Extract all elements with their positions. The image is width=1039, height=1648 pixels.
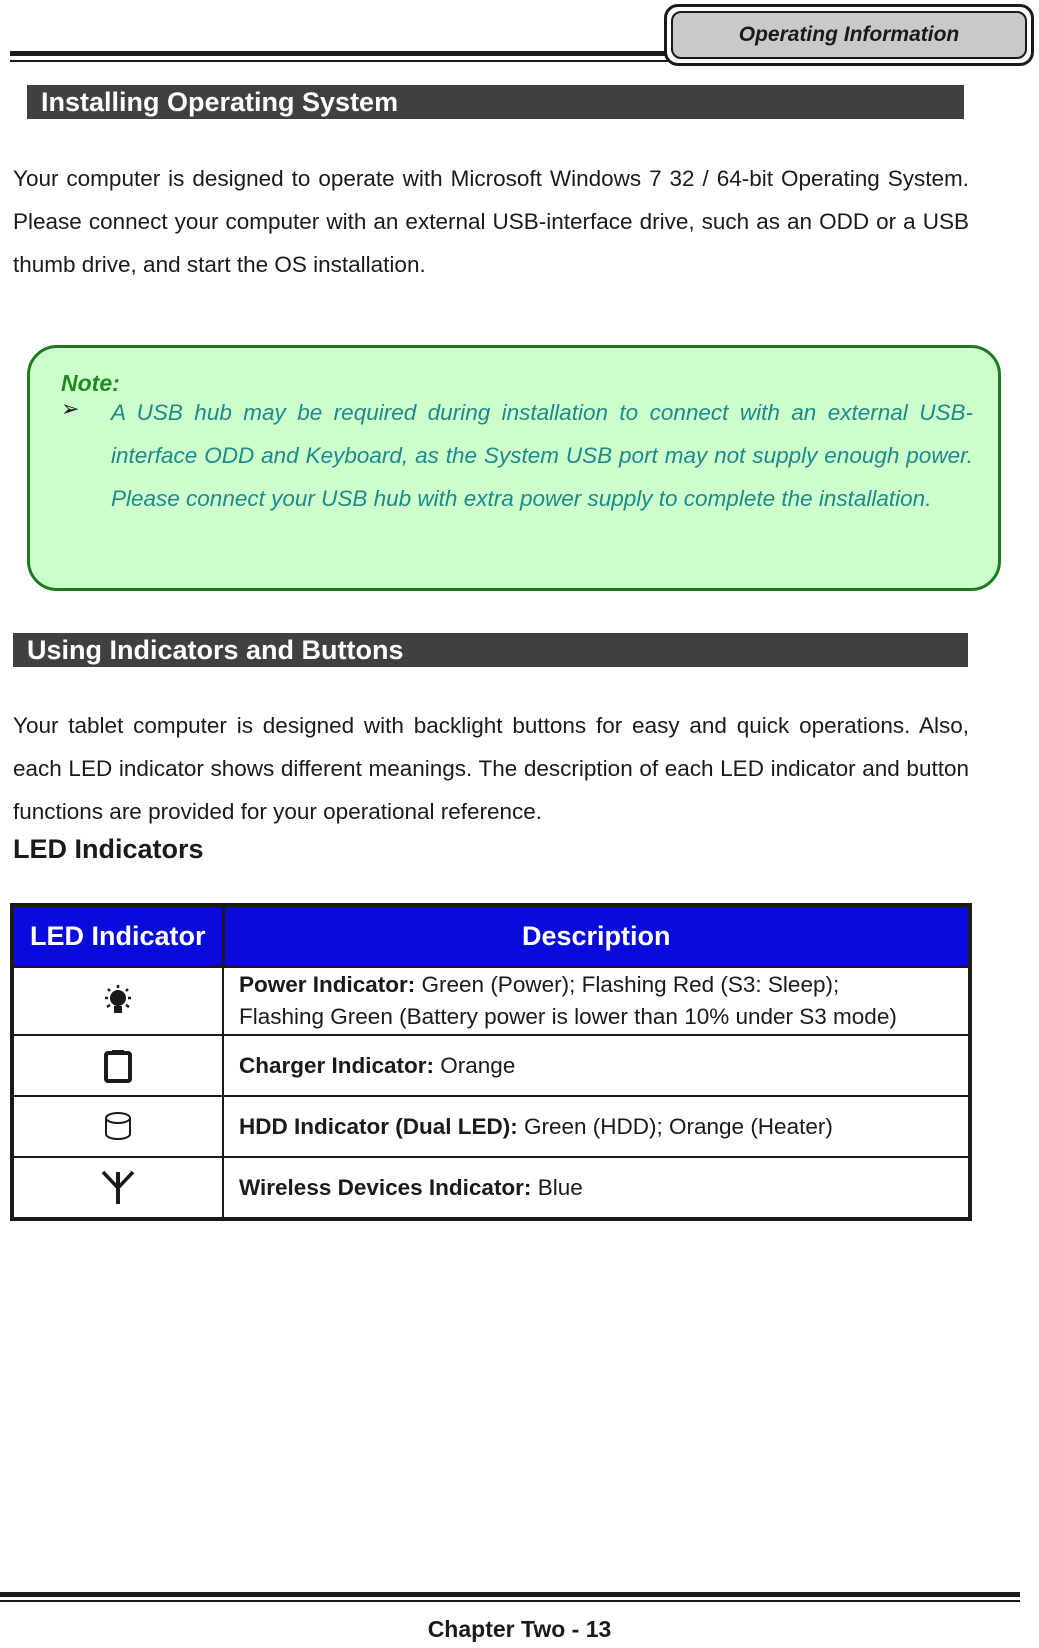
- header-tab: [664, 4, 1034, 66]
- table-row: [12, 1035, 970, 1096]
- note-title: Note:: [61, 370, 120, 396]
- bullet-arrow-icon: ➢: [61, 396, 80, 421]
- icon-cell: [12, 1096, 223, 1157]
- indicator-label: Wireless Devices Indicator:: [239, 1174, 532, 1200]
- table-row: [12, 1096, 970, 1157]
- hdd-cylinder-icon: [103, 1112, 133, 1137]
- description-cell: [223, 967, 970, 1036]
- battery-charger-icon: [103, 1051, 133, 1076]
- footer-rule-thin: [0, 1600, 1020, 1602]
- table-row: [12, 967, 970, 1036]
- wireless-antenna-icon: [101, 1173, 135, 1198]
- indicator-desc-line2: Flashing Green (Battery power is lower than 10% under S3 mode): [239, 1004, 897, 1029]
- column-header-description: Description: [223, 905, 970, 967]
- installing-os-paragraph: Your computer is designed to operate with Microsoft Windows 7 32 / 64-bit Operating System. Please connect your computer with an external USB-interface drive, such as an ODD or a USB thumb drive, and start the OS installation.: [13, 166, 969, 277]
- icon-cell: [12, 1035, 223, 1096]
- section-title-installing-os: Installing Operating System: [27, 85, 964, 119]
- indicator-desc: Green (Power); Flashing Red (S3: Sleep);: [415, 972, 840, 997]
- indicator-label: HDD Indicator (Dual LED):: [239, 1113, 518, 1139]
- note-text: A USB hub may be required during installation to connect with an external USB-interface ODD and Keyboard, as the System USB port may not supply enough power. Please connect your USB hub with extra power supply to complete the installation.: [111, 400, 973, 511]
- led-indicators-heading: LED Indicators: [13, 834, 204, 864]
- indicator-desc: Orange: [434, 1052, 516, 1078]
- section-title-indicators-buttons: Using Indicators and Buttons: [13, 633, 968, 667]
- description-cell: [223, 1096, 970, 1157]
- table-row: [12, 1157, 970, 1219]
- description-cell: [223, 1157, 970, 1219]
- indicator-label: Power Indicator:: [239, 972, 416, 997]
- icon-cell: [12, 967, 223, 1036]
- note-box: [27, 345, 1001, 591]
- column-header-led-indicator: LED Indicator: [12, 905, 223, 967]
- indicator-desc: Blue: [531, 1174, 583, 1200]
- indicator-label: Charger Indicator:: [239, 1052, 435, 1078]
- table-header-row: [12, 905, 970, 967]
- header-rule-thick: [10, 51, 675, 56]
- header-rule-thin: [10, 60, 675, 62]
- led-indicator-table: [10, 903, 972, 1221]
- footer-rule-thick: [0, 1592, 1020, 1597]
- page-footer: Chapter Two - 13: [427, 1616, 612, 1642]
- icon-cell: [12, 1157, 223, 1219]
- indicators-paragraph: Your tablet computer is designed with backlight buttons for easy and quick operations. Also, each LED indicator shows different meanings. The description of each LED indicator and button functions are provided for your operational reference.: [13, 713, 969, 824]
- description-cell: [223, 1035, 970, 1096]
- indicator-desc: Green (HDD); Orange (Heater): [517, 1113, 833, 1139]
- power-bulb-icon: [101, 987, 135, 1012]
- header-tab-label: Operating Information: [671, 11, 1027, 59]
